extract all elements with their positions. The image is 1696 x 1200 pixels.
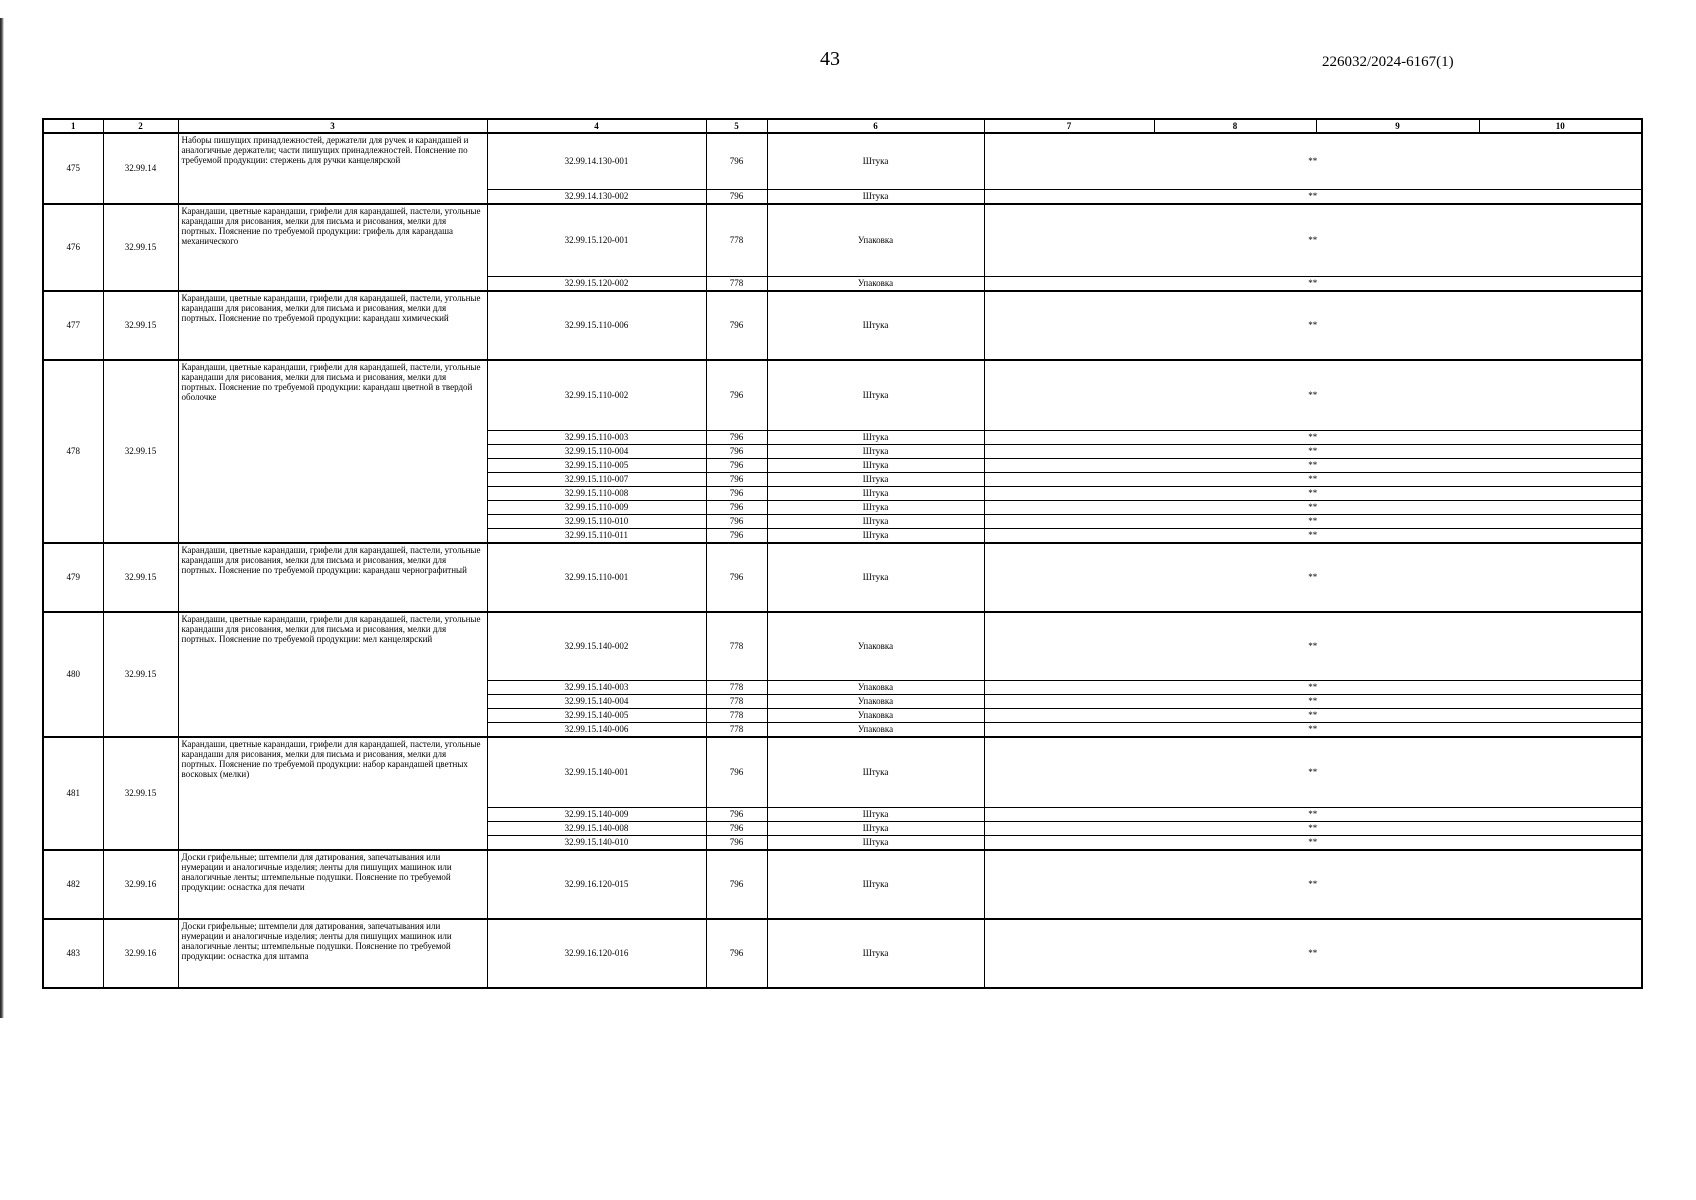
merged-columns-7-10-cell: **	[984, 695, 1642, 709]
row-number-cell: 478	[43, 360, 103, 543]
okei-code-cell: 796	[706, 189, 767, 204]
okei-code-cell: 796	[706, 360, 767, 430]
okei-code-cell: 778	[706, 612, 767, 681]
table-row	[43, 291, 1642, 360]
row-number-cell: 482	[43, 850, 103, 919]
unit-name-cell: Штука	[767, 133, 984, 189]
ktru-code-cell: 32.99.15.140-002	[487, 612, 706, 681]
table-group	[43, 737, 1642, 850]
table-row	[43, 737, 1642, 807]
ktru-code-cell: 32.99.15.110-003	[487, 430, 706, 444]
table-group	[43, 543, 1642, 612]
okei-code-cell: 796	[706, 528, 767, 543]
ktru-code-cell: 32.99.15.140-010	[487, 835, 706, 850]
okei-code-cell: 778	[706, 204, 767, 277]
okei-code-cell: 796	[706, 486, 767, 500]
okei-code-cell: 778	[706, 695, 767, 709]
scan-edge-artifact	[0, 18, 4, 1018]
unit-name-cell: Упаковка	[767, 204, 984, 277]
ktru-code-cell: 32.99.15.110-002	[487, 360, 706, 430]
column-header-9: 9	[1316, 119, 1479, 133]
ktru-code-cell: 32.99.15.120-002	[487, 277, 706, 292]
ktru-code-cell: 32.99.15.110-008	[487, 486, 706, 500]
row-number-cell: 475	[43, 133, 103, 204]
merged-columns-7-10-cell: **	[984, 360, 1642, 430]
unit-name-cell: Упаковка	[767, 723, 984, 738]
description-cell: Карандаши, цветные карандаши, грифели для карандашей, пастели, угольные карандаши для рисования, мелки для письма и рисования, мелки для портных. Пояснение по требуемой продукции: карандаш чернографитный	[178, 543, 487, 612]
ktru-code-cell: 32.99.14.130-001	[487, 133, 706, 189]
ktru-code-cell: 32.99.16.120-016	[487, 919, 706, 988]
column-header-6: 6	[767, 119, 984, 133]
okei-code-cell: 796	[706, 458, 767, 472]
okei-code-cell: 778	[706, 709, 767, 723]
ktru-code-cell: 32.99.15.140-005	[487, 709, 706, 723]
unit-name-cell: Упаковка	[767, 695, 984, 709]
row-number-cell: 476	[43, 204, 103, 292]
okei-code-cell: 778	[706, 277, 767, 292]
table-row	[43, 850, 1642, 919]
ktru-code-cell: 32.99.15.140-003	[487, 681, 706, 695]
table-row	[43, 919, 1642, 988]
okei-code-cell: 778	[706, 681, 767, 695]
row-number-cell: 480	[43, 612, 103, 738]
ktru-code-cell: 32.99.15.140-009	[487, 807, 706, 821]
merged-columns-7-10-cell: **	[984, 430, 1642, 444]
ktru-code-cell: 32.99.15.110-006	[487, 291, 706, 360]
merged-columns-7-10-cell: **	[984, 500, 1642, 514]
ktru-code-cell: 32.99.15.110-007	[487, 472, 706, 486]
ktru-code-cell: 32.99.15.140-008	[487, 821, 706, 835]
merged-columns-7-10-cell: **	[984, 133, 1642, 189]
table-group	[43, 919, 1642, 988]
okei-code-cell: 796	[706, 514, 767, 528]
column-header-7: 7	[984, 119, 1154, 133]
unit-name-cell: Упаковка	[767, 612, 984, 681]
merged-columns-7-10-cell: **	[984, 807, 1642, 821]
column-header-1: 1	[43, 119, 103, 133]
merged-columns-7-10-cell: **	[984, 850, 1642, 919]
column-header-2: 2	[103, 119, 178, 133]
row-number-cell: 483	[43, 919, 103, 988]
unit-name-cell: Штука	[767, 514, 984, 528]
ktru-code-cell: 32.99.15.110-011	[487, 528, 706, 543]
table-group	[43, 204, 1642, 292]
description-cell: Карандаши, цветные карандаши, грифели для карандашей, пастели, угольные карандаши для рисования, мелки для письма и рисования, мелки для портных. Пояснение по требуемой продукции: карандаш химический	[178, 291, 487, 360]
okei-code-cell: 778	[706, 723, 767, 738]
unit-name-cell: Штука	[767, 850, 984, 919]
merged-columns-7-10-cell: **	[984, 919, 1642, 988]
okei-code-cell: 796	[706, 500, 767, 514]
unit-name-cell: Штука	[767, 835, 984, 850]
merged-columns-7-10-cell: **	[984, 543, 1642, 612]
unit-name-cell: Штука	[767, 430, 984, 444]
merged-columns-7-10-cell: **	[984, 835, 1642, 850]
unit-name-cell: Штука	[767, 291, 984, 360]
merged-columns-7-10-cell: **	[984, 514, 1642, 528]
unit-name-cell: Штука	[767, 807, 984, 821]
page-number: 43	[820, 48, 840, 70]
ktru-code-cell: 32.99.15.140-001	[487, 737, 706, 807]
unit-name-cell: Штука	[767, 444, 984, 458]
table-header	[43, 119, 1642, 133]
description-cell: Карандаши, цветные карандаши, грифели для карандашей, пастели, угольные карандаши для рисования, мелки для письма и рисования, мелки для портных. Пояснение по требуемой продукции: набор карандашей цветных восковых (мелки)	[178, 737, 487, 850]
ktru-code-cell: 32.99.15.110-010	[487, 514, 706, 528]
ktru-code-cell: 32.99.15.140-006	[487, 723, 706, 738]
merged-columns-7-10-cell: **	[984, 821, 1642, 835]
okei-code-cell: 796	[706, 133, 767, 189]
okei-code-cell: 796	[706, 472, 767, 486]
merged-columns-7-10-cell: **	[984, 723, 1642, 738]
unit-name-cell: Штука	[767, 500, 984, 514]
merged-columns-7-10-cell: **	[984, 444, 1642, 458]
ktru-code-cell: 32.99.15.120-001	[487, 204, 706, 277]
column-header-10: 10	[1479, 119, 1642, 133]
unit-name-cell: Упаковка	[767, 681, 984, 695]
table-row	[43, 543, 1642, 612]
merged-columns-7-10-cell: **	[984, 681, 1642, 695]
okei-code-cell: 796	[706, 919, 767, 988]
row-number-cell: 477	[43, 291, 103, 360]
ktru-code-cell: 32.99.15.110-009	[487, 500, 706, 514]
unit-name-cell: Штука	[767, 360, 984, 430]
unit-name-cell: Штука	[767, 821, 984, 835]
merged-columns-7-10-cell: **	[984, 472, 1642, 486]
okei-code-cell: 796	[706, 444, 767, 458]
merged-columns-7-10-cell: **	[984, 204, 1642, 277]
description-cell: Доски грифельные; штемпели для датирования, запечатывания или нумерации и аналогичные изделия; ленты для пишущих машинок или аналогичные ленты; штемпельные подушки. Пояснение по требуемой продукции: оснастка для штампа	[178, 919, 487, 988]
okpd-code-cell: 32.99.14	[103, 133, 178, 204]
column-header-8: 8	[1154, 119, 1316, 133]
ktru-code-cell: 32.99.15.140-004	[487, 695, 706, 709]
table-group	[43, 612, 1642, 738]
unit-name-cell: Штука	[767, 528, 984, 543]
table-row	[43, 204, 1642, 277]
merged-columns-7-10-cell: **	[984, 486, 1642, 500]
column-header-4: 4	[487, 119, 706, 133]
okpd-code-cell: 32.99.15	[103, 291, 178, 360]
okpd-code-cell: 32.99.15	[103, 612, 178, 738]
unit-name-cell: Штука	[767, 919, 984, 988]
unit-name-cell: Штука	[767, 458, 984, 472]
okei-code-cell: 796	[706, 291, 767, 360]
okpd-code-cell: 32.99.16	[103, 850, 178, 919]
table-group	[43, 291, 1642, 360]
unit-name-cell: Штука	[767, 472, 984, 486]
merged-columns-7-10-cell: **	[984, 737, 1642, 807]
row-number-cell: 479	[43, 543, 103, 612]
okpd-code-cell: 32.99.15	[103, 204, 178, 292]
okpd-code-cell: 32.99.16	[103, 919, 178, 988]
ktru-code-cell: 32.99.14.130-002	[487, 189, 706, 204]
column-number-row	[43, 119, 1642, 133]
table-row	[43, 612, 1642, 681]
merged-columns-7-10-cell: **	[984, 291, 1642, 360]
okei-code-cell: 796	[706, 807, 767, 821]
okei-code-cell: 796	[706, 737, 767, 807]
merged-columns-7-10-cell: **	[984, 189, 1642, 204]
description-cell: Наборы пишущих принадлежностей, держатели для ручек и карандашей и аналогичные держатели; части пишущих принадлежностей. Пояснение по требуемой продукции: стержень для ручки канцелярской	[178, 133, 487, 204]
procurement-table	[42, 118, 1643, 989]
ktru-code-cell: 32.99.15.110-004	[487, 444, 706, 458]
merged-columns-7-10-cell: **	[984, 458, 1642, 472]
okpd-code-cell: 32.99.15	[103, 543, 178, 612]
table-group	[43, 360, 1642, 543]
unit-name-cell: Штука	[767, 189, 984, 204]
table-group	[43, 133, 1642, 204]
description-cell: Доски грифельные; штемпели для датирования, запечатывания или нумерации и аналогичные изделия; ленты для пишущих машинок или аналогичные ленты; штемпельные подушки. Пояснение по требуемой продукции: оснастка для печати	[178, 850, 487, 919]
merged-columns-7-10-cell: **	[984, 528, 1642, 543]
table-row	[43, 133, 1642, 189]
description-cell: Карандаши, цветные карандаши, грифели для карандашей, пастели, угольные карандаши для рисования, мелки для письма и рисования, мелки для портных. Пояснение по требуемой продукции: карандаш цветной в твердой оболочке	[178, 360, 487, 543]
okpd-code-cell: 32.99.15	[103, 737, 178, 850]
description-cell: Карандаши, цветные карандаши, грифели для карандашей, пастели, угольные карандаши для рисования, мелки для письма и рисования, мелки для портных. Пояснение по требуемой продукции: мел канцелярский	[178, 612, 487, 738]
okei-code-cell: 796	[706, 543, 767, 612]
unit-name-cell: Штука	[767, 486, 984, 500]
unit-name-cell: Штука	[767, 737, 984, 807]
table-group	[43, 850, 1642, 919]
unit-name-cell: Упаковка	[767, 277, 984, 292]
ktru-code-cell: 32.99.16.120-015	[487, 850, 706, 919]
okei-code-cell: 796	[706, 850, 767, 919]
merged-columns-7-10-cell: **	[984, 612, 1642, 681]
okei-code-cell: 796	[706, 821, 767, 835]
description-cell: Карандаши, цветные карандаши, грифели для карандашей, пастели, угольные карандаши для рисования, мелки для письма и рисования, мелки для портных. Пояснение по требуемой продукции: грифель для карандаша механического	[178, 204, 487, 292]
ktru-code-cell: 32.99.15.110-005	[487, 458, 706, 472]
column-header-5: 5	[706, 119, 767, 133]
unit-name-cell: Упаковка	[767, 709, 984, 723]
row-number-cell: 481	[43, 737, 103, 850]
table-row	[43, 360, 1642, 430]
okei-code-cell: 796	[706, 835, 767, 850]
ktru-code-cell: 32.99.15.110-001	[487, 543, 706, 612]
document-id: 226032/2024-6167(1)	[1322, 54, 1454, 70]
unit-name-cell: Штука	[767, 543, 984, 612]
merged-columns-7-10-cell: **	[984, 277, 1642, 292]
column-header-3: 3	[178, 119, 487, 133]
merged-columns-7-10-cell: **	[984, 709, 1642, 723]
okei-code-cell: 796	[706, 430, 767, 444]
okpd-code-cell: 32.99.15	[103, 360, 178, 543]
